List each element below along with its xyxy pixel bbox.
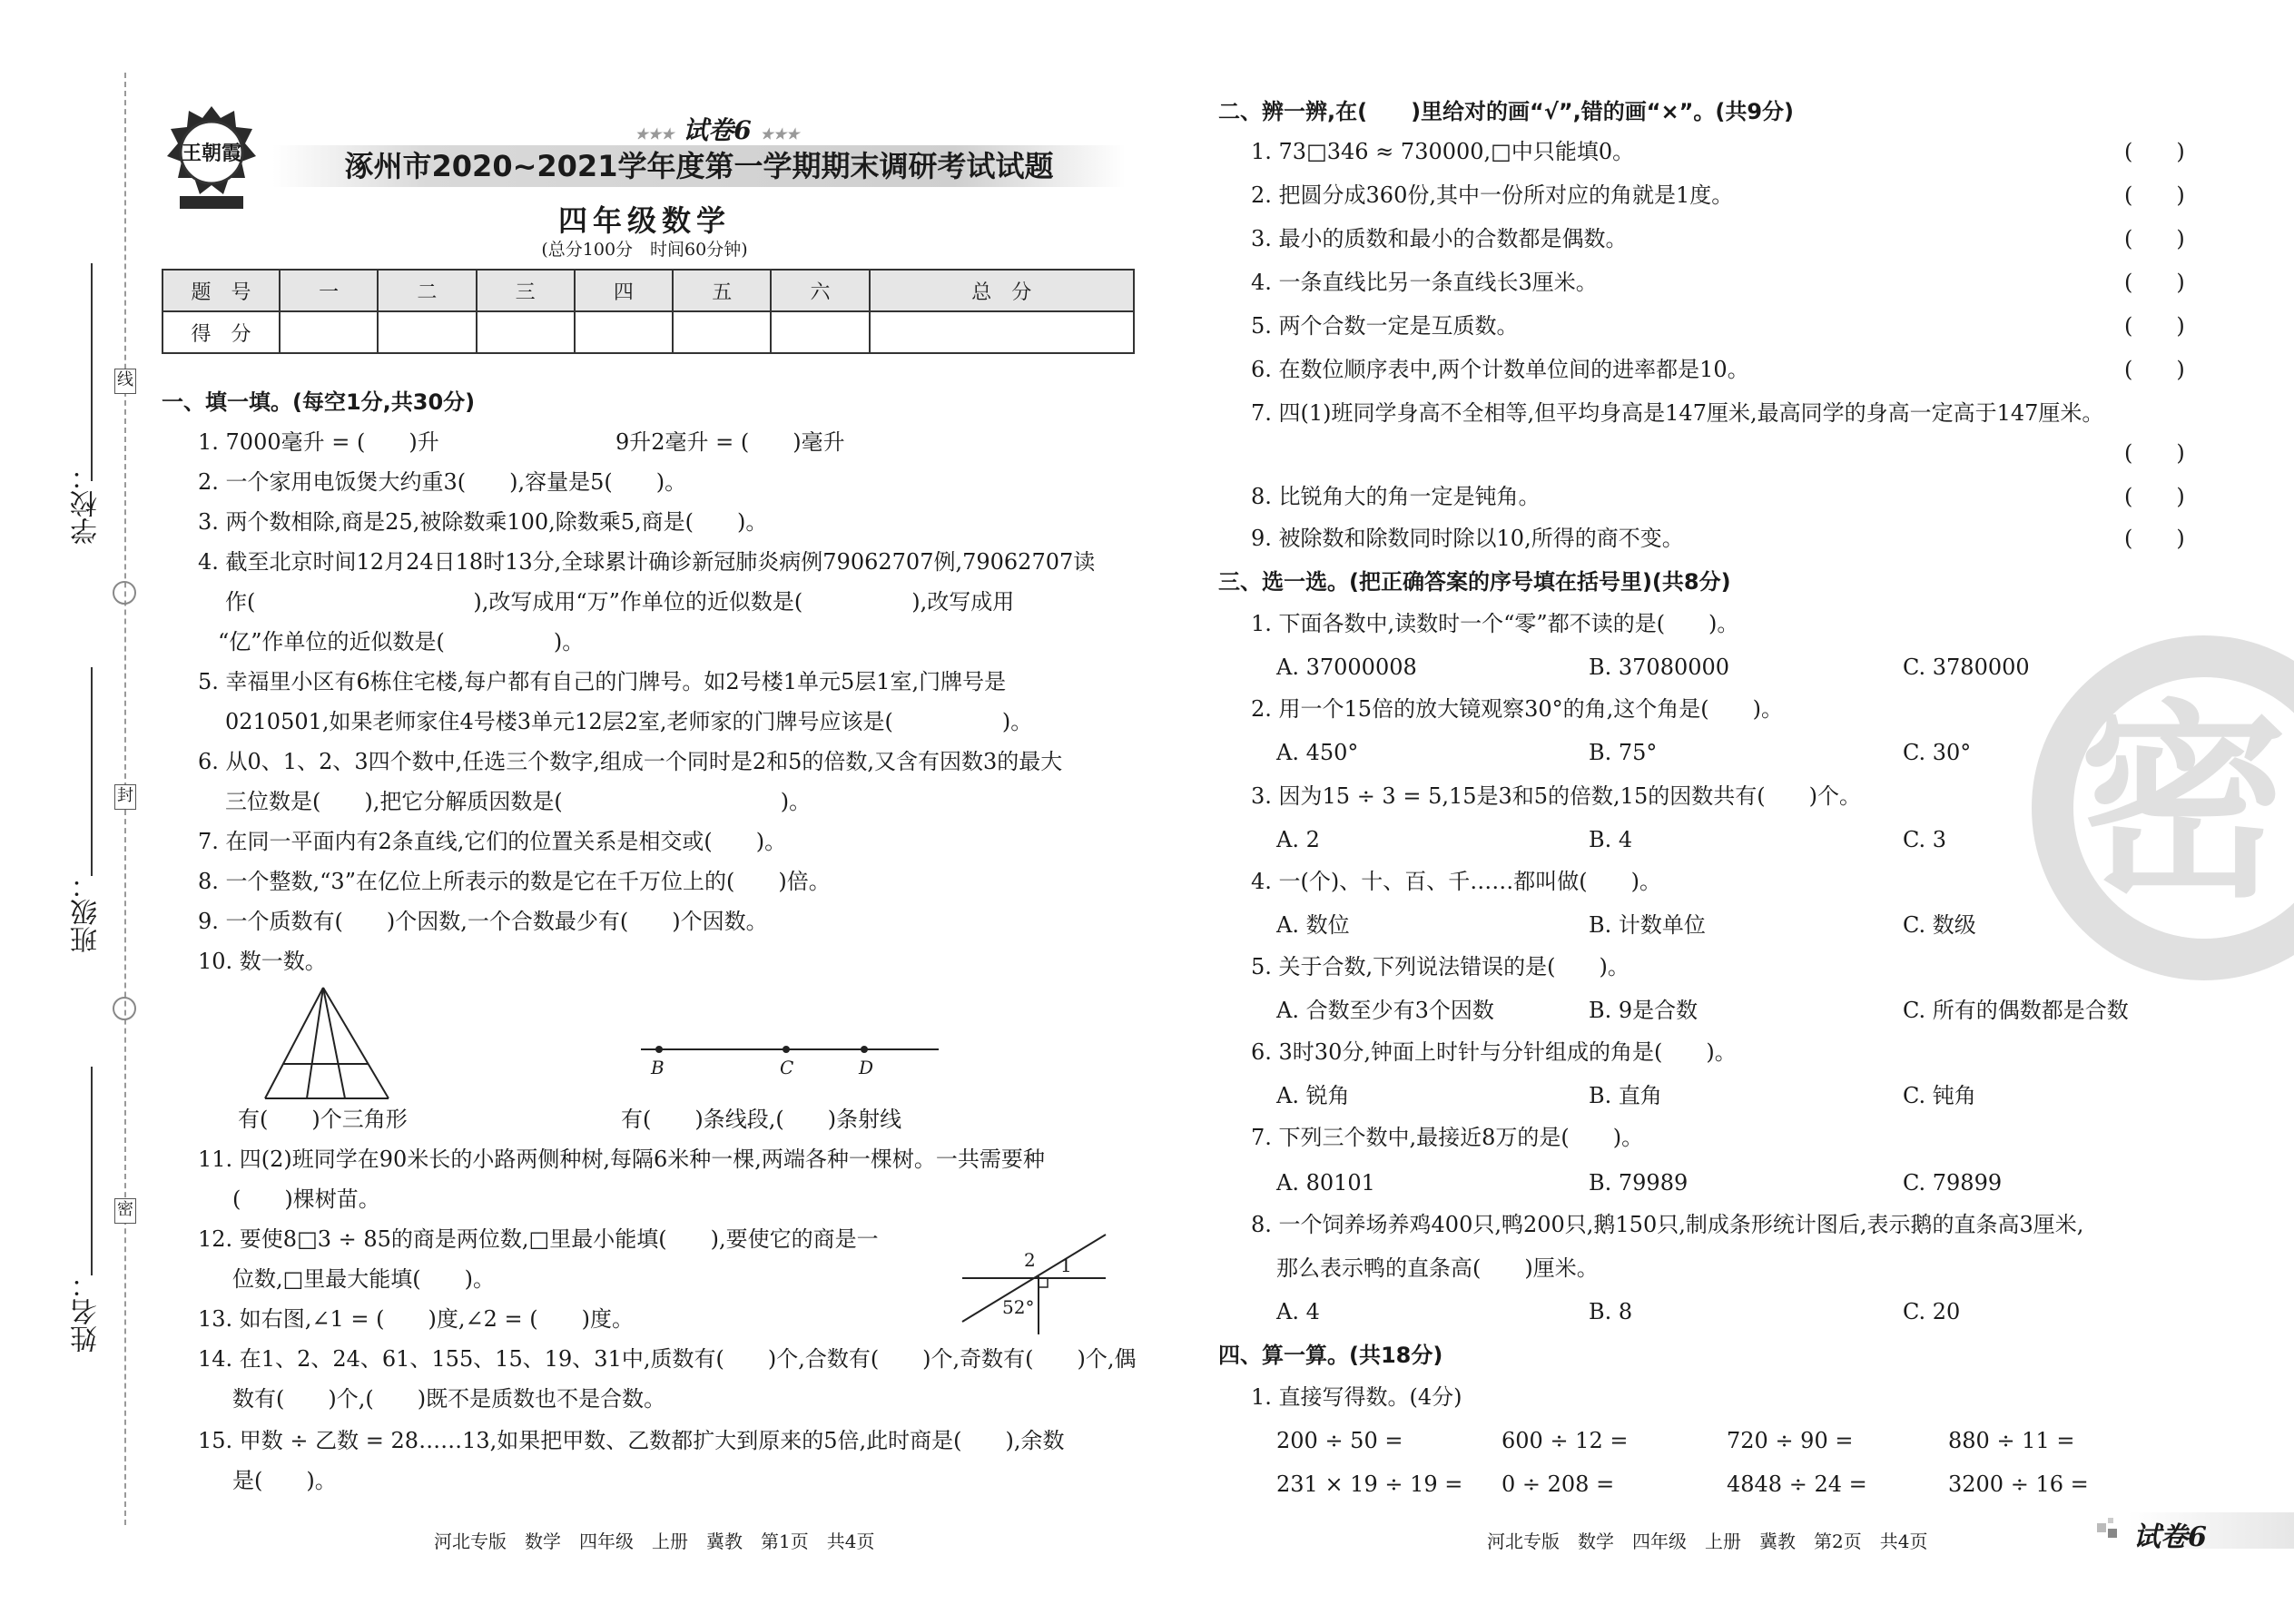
angle-figure (960, 1224, 1110, 1337)
q2-5: 5. 两个合数一定是互质数。 (1251, 313, 1519, 339)
q3-8-option-b[interactable]: B. 8 (1589, 1299, 1633, 1324)
q3-7-option-b[interactable]: B. 79989 (1589, 1170, 1689, 1196)
calc-item: 200 ÷ 50 = (1276, 1428, 1403, 1453)
binding-mark-secret: 密 (114, 1198, 136, 1224)
q3-8b: 那么表示鸭的直条高( )厘米。 (1276, 1255, 1599, 1281)
calc-item: 600 ÷ 12 = (1501, 1428, 1629, 1453)
exam-meta: (总分100分 时间60分钟) (541, 240, 748, 260)
q3-5-option-b[interactable]: B. 9是合数 (1589, 998, 1698, 1023)
q1-11a: 11. 四(2)班同学在90米长的小路两侧种树,每隔6米种一棵,两端各种一棵树。一共需要种 (198, 1147, 1045, 1172)
score-input-cell[interactable] (673, 311, 771, 353)
q1-1a: 1. 7000毫升 = ( )升 (198, 429, 439, 455)
section4-title: 四、算一算。(共18分) (1218, 1343, 1443, 1368)
class-label: 班级： (71, 871, 103, 953)
score-table-header-row (162, 270, 1134, 311)
calc-item: 0 ÷ 208 = (1501, 1471, 1615, 1497)
point-label-b: B (651, 1057, 665, 1078)
q2-4: 4. 一条直线比另一条直线长3厘米。 (1251, 270, 1598, 295)
score-input-cell[interactable] (870, 311, 1134, 353)
q2-2: 2. 把圆分成360份,其中一份所对应的角就是1度。 (1251, 182, 1734, 208)
q3-6: 6. 3时30分,钟面上时针与分针组成的角是( )。 (1251, 1039, 1737, 1065)
q1-8: 8. 一个整数,“3”在亿位上所表示的数是它在千万位上的( )倍。 (198, 869, 831, 894)
q3-4-option-b[interactable]: B. 计数单位 (1589, 912, 1706, 938)
q3-7-option-a[interactable]: A. 80101 (1276, 1170, 1375, 1196)
score-cell: 一 (280, 270, 378, 311)
q3-6-option-b[interactable]: B. 直角 (1589, 1083, 1662, 1108)
q1-5a: 5. 幸福里小区有6栋住宅楼,每户都有自己的门牌号。如2号楼1单元5层1室,门牌号是 (198, 669, 1007, 694)
q3-2: 2. 用一个15倍的放大镜观察30°的角,这个角是( )。 (1251, 696, 1783, 722)
q3-2-option-c[interactable]: C. 30° (1903, 740, 1972, 765)
binding-hole-icon (113, 997, 136, 1020)
footer-tag-label: 试卷6 (2133, 1521, 2207, 1553)
calc-item: 231 × 19 ÷ 19 = (1276, 1471, 1463, 1497)
q1-10b: 有( )条线段,( )条射线 (621, 1107, 902, 1132)
score-input-cell[interactable] (771, 311, 869, 353)
q1-13: 13. 如右图,∠1 = ( )度,∠2 = ( )度。 (198, 1306, 634, 1332)
binding-hole-icon (113, 581, 136, 605)
answer-blank[interactable]: ( ) (2124, 182, 2185, 208)
q3-3: 3. 因为15 ÷ 3 = 5,15是3和5的倍数,15的因数共有( )个。 (1251, 783, 1861, 809)
subject-title: 四年级数学 (557, 203, 731, 238)
q3-5: 5. 关于合数,下列说法错误的是( )。 (1251, 954, 1629, 979)
answer-blank[interactable]: ( ) (2124, 270, 2185, 295)
q3-4-option-a[interactable]: A. 数位 (1276, 912, 1350, 938)
q3-2-option-b[interactable]: B. 75° (1589, 740, 1658, 765)
score-cell: 五 (673, 270, 771, 311)
q1-3: 3. 两个数相除,商是25,被除数乘100,除数乘5,商是( )。 (198, 509, 768, 535)
calc-item: 4848 ÷ 24 = (1727, 1471, 1867, 1497)
q1-14a: 14. 在1、2、24、61、155、15、19、31中,质数有( )个,合数有( )个,奇数有( )个,偶 (198, 1346, 1137, 1372)
section1-title: 一、填一填。(每空1分,共30分) (162, 389, 476, 415)
star-icon: ★★★ (635, 125, 674, 143)
score-cell: 六 (771, 270, 869, 311)
point-label-d: D (859, 1057, 874, 1078)
q1-15b: 是( )。 (232, 1468, 337, 1493)
angle-label-2: 2 (1024, 1249, 1036, 1271)
score-cell: 二 (378, 270, 476, 311)
footer-left: 河北专版 数学 四年级 上册 冀教 第1页 共4页 (434, 1530, 875, 1552)
q3-4-option-c[interactable]: C. 数级 (1903, 912, 1976, 938)
q1-2: 2. 一个家用电饭煲大约重3( ),容量是5( )。 (198, 469, 687, 495)
score-input-cell[interactable] (575, 311, 673, 353)
q1-14b: 数有( )个,( )既不是质数也不是合数。 (232, 1386, 666, 1412)
star-icon: ★★★ (760, 125, 800, 143)
triangle-figure (263, 986, 399, 1104)
q3-5-option-c[interactable]: C. 所有的偶数都是合数 (1903, 998, 2129, 1023)
binding-mark-seal: 封 (114, 784, 136, 810)
q2-8: 8. 比锐角大的角一定是钝角。 (1251, 484, 1541, 509)
name-underline (91, 1067, 93, 1275)
q3-3-option-a[interactable]: A. 2 (1276, 827, 1320, 852)
q3-3-option-b[interactable]: B. 4 (1589, 827, 1633, 852)
q1-4c: “亿”作单位的近似数是( )。 (218, 629, 585, 655)
q1-11b: ( )棵树苗。 (232, 1186, 380, 1212)
q1-4b: 作( ),改写成用“万”作单位的近似数是( ),改写成用 (225, 589, 1015, 615)
q2-1: 1. 73□346 ≈ 730000,□中只能填0。 (1251, 139, 1635, 164)
series-label: 试卷6 (683, 115, 752, 145)
q3-8a: 8. 一个饲养场养鸡400只,鸭200只,鹅150只,制成条形统计图后,表示鹅的直条高3厘米, (1251, 1212, 2084, 1237)
footer-tag-decoration (2097, 1516, 2124, 1543)
q1-6a: 6. 从0、1、2、3四个数中,任选三个数字,组成一个同时是2和5的倍数,又含有因数3的最大 (198, 749, 1063, 774)
q1-10a: 有( )个三角形 (238, 1107, 408, 1132)
name-label: 姓名： (71, 1271, 103, 1353)
calc-item: 720 ÷ 90 = (1727, 1428, 1854, 1453)
section3-title: 三、选一选。(把正确答案的序号填在括号里)(共8分) (1218, 569, 1731, 595)
score-table (162, 269, 1135, 354)
q3-7: 7. 下列三个数中,最接近8万的是( )。 (1251, 1125, 1644, 1150)
class-underline (91, 667, 93, 876)
answer-blank[interactable]: ( ) (2124, 484, 2185, 509)
q1-10: 10. 数一数。 (198, 949, 327, 974)
section2-title: 二、辨一辨,在( )里给对的画“√”,错的画“×”。(共9分) (1218, 99, 1795, 124)
answer-blank[interactable]: ( ) (2124, 313, 2185, 339)
calc-item: 880 ÷ 11 = (1948, 1428, 2075, 1453)
calc-item: 3200 ÷ 16 = (1948, 1471, 2089, 1497)
q1-5b: 0210501,如果老师家住4号楼3单元12层2室,老师家的门牌号应该是( )。 (225, 709, 1033, 734)
score-cell: 题 号 (162, 270, 280, 311)
q3-2-option-a[interactable]: A. 450° (1276, 740, 1359, 765)
q3-8-option-a[interactable]: A. 4 (1276, 1299, 1320, 1324)
answer-blank[interactable]: ( ) (2124, 440, 2185, 466)
answer-blank[interactable]: ( ) (2124, 526, 2185, 551)
brand-name: 王朝霞 (181, 142, 241, 165)
footer-right: 河北专版 数学 四年级 上册 冀教 第2页 共4页 (1487, 1530, 1928, 1552)
exam-title: 涿州市2020~2021学年度第一学期期末调研考试试题 (344, 149, 1054, 183)
q3-1: 1. 下面各数中,读数时一个“零”都不读的是( )。 (1251, 611, 1739, 636)
score-input-cell[interactable] (477, 311, 575, 353)
point-label-c: C (780, 1057, 794, 1078)
q3-7-option-c[interactable]: C. 79899 (1903, 1170, 2003, 1196)
answer-blank[interactable]: ( ) (2124, 357, 2185, 382)
q2-3: 3. 最小的质数和最小的合数都是偶数。 (1251, 226, 1628, 251)
q3-1-option-b[interactable]: B. 37080000 (1589, 655, 1730, 680)
q3-1-option-c[interactable]: C. 3780000 (1903, 655, 2030, 680)
q1-1b: 9升2毫升 = ( )毫升 (615, 429, 845, 455)
q3-5-option-a[interactable]: A. 合数至少有3个因数 (1276, 998, 1494, 1023)
q3-8-option-c[interactable]: C. 20 (1903, 1299, 1961, 1324)
score-table-score-row (162, 311, 1134, 353)
q1-7: 7. 在同一平面内有2条直线,它们的位置关系是相交或( )。 (198, 829, 787, 854)
q3-1-option-a[interactable]: A. 37000008 (1276, 655, 1417, 680)
q3-3-option-c[interactable]: C. 3 (1903, 827, 1947, 852)
binding-mark-line: 线 (114, 369, 136, 394)
score-cell: 三 (477, 270, 575, 311)
q1-6b: 三位数是( ),把它分解质因数是( )。 (225, 789, 812, 814)
score-cell: 得 分 (162, 311, 280, 353)
q2-9: 9. 被除数和除数同时除以10,所得的商不变。 (1251, 526, 1684, 551)
score-input-cell[interactable] (280, 311, 378, 353)
q3-4: 4. 一(个)、十、百、千……都叫做( )。 (1251, 869, 1661, 894)
q1-15a: 15. 甲数 ÷ 乙数 = 28……13,如果把甲数、乙数都扩大到原来的5倍,此时商是( ),余数 (198, 1428, 1065, 1453)
angle-label-1: 1 (1060, 1255, 1072, 1276)
q2-7: 7. 四(1)班同学身高不全相等,但平均身高是147厘米,最高同学的身高一定高于147厘米。 (1251, 400, 2104, 426)
q1-12b: 位数,□里最大能填( )。 (232, 1266, 496, 1292)
school-label: 学校： (71, 463, 103, 545)
secret-watermark-text: 密 (2079, 684, 2289, 926)
school-underline (91, 263, 93, 481)
angle-label-52: 52° (1002, 1296, 1035, 1318)
q1-4a: 4. 截至北京时间12月24日18时13分,全球累计确诊新冠肺炎病例79062707例,79062707读 (198, 549, 1096, 575)
score-input-cell[interactable] (378, 311, 476, 353)
answer-blank[interactable]: ( ) (2124, 139, 2185, 164)
q1-12a: 12. 要使8□3 ÷ 85的商是两位数,□里最小能填( ),要使它的商是一 (198, 1226, 879, 1252)
score-cell: 总 分 (870, 270, 1134, 311)
series-badge (613, 111, 822, 147)
q2-6: 6. 在数位顺序表中,两个计数单位间的进率都是10。 (1251, 357, 1749, 382)
answer-blank[interactable]: ( ) (2124, 226, 2185, 251)
q1-9: 9. 一个质数有( )个因数,一个合数最少有( )个因数。 (198, 909, 768, 934)
q4-1: 1. 直接写得数。(4分) (1251, 1384, 1462, 1410)
q3-6-option-a[interactable]: A. 锐角 (1276, 1083, 1350, 1108)
score-cell: 四 (575, 270, 673, 311)
q3-6-option-c[interactable]: C. 钝角 (1903, 1083, 1976, 1108)
